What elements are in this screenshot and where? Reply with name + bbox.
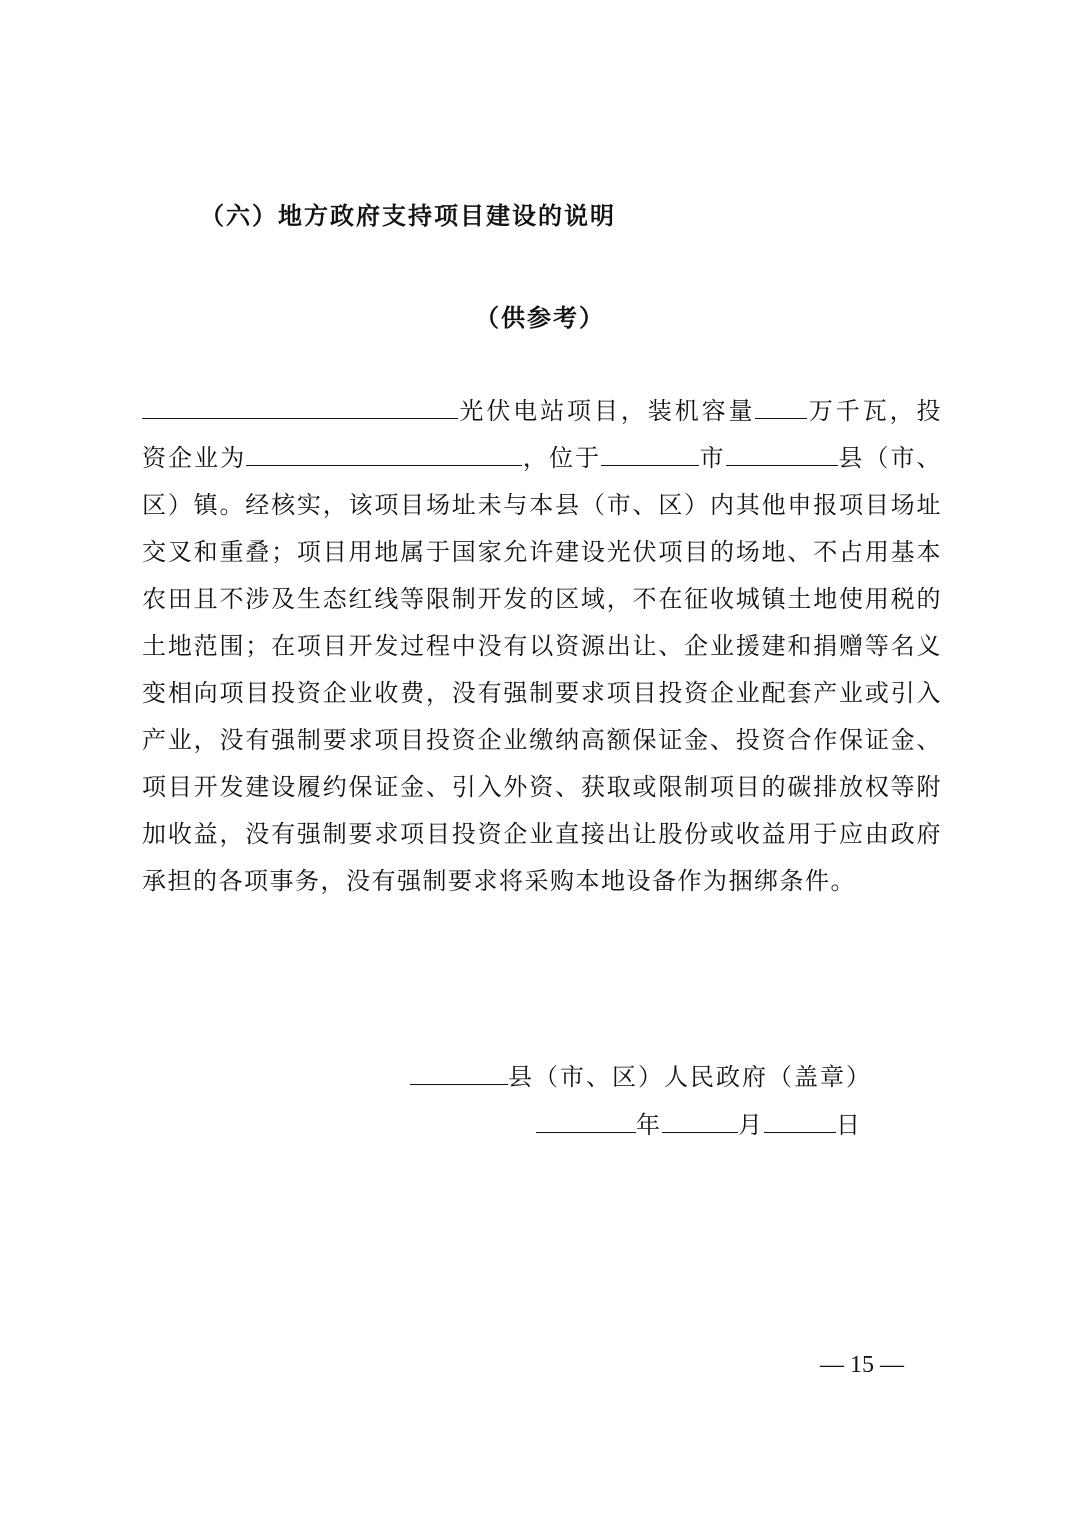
body-paragraph [142,388,942,905]
issuer-text: 县（市、区）人民政府（盖章） [508,1063,872,1091]
day-label: 日 [836,1111,862,1139]
subtitle: （供参考） [475,303,605,332]
paragraph-text: 县（市、区）镇。经核实，该项目场址未与本县（市、区）内其他申报项目场址交叉和重叠；项目用地属于国家允许建设光伏项目的场地、不占用基本农田且不涉及生态红线等限制开发的区域，不在征收城镇土地使用税的土地范围；在项目开发过程中没有以资源出让、企业援建和捐赠等名义变相向项目投资企业收费，没有强制要求项目投资企业配套产业或引入产业，没有强制要求项目投资企业缴纳高额保证金、投资合作保证金、项目开发建设履约保证金、引入外资、获取或限制项目的碳排放权等附加收益，没有强制要求项目投资企业直接出让股份或收益用于应由政府承担的各项事务，没有强制要求将采购本地设备作为捆绑条件。 [142,444,943,895]
day-blank [764,1106,836,1133]
date-line [536,1105,862,1140]
capacity-blank [755,392,807,419]
month-label: 月 [738,1111,764,1139]
section-title: （六）地方政府支持项目建设的说明 [200,201,616,230]
company-blank [246,439,522,466]
city-blank [601,439,699,466]
county-name-blank [410,1058,508,1085]
project-name-blank [142,392,458,419]
county-blank [726,439,838,466]
year-blank [536,1106,636,1133]
paragraph-text: ，位于 [522,444,602,472]
year-label: 年 [636,1111,662,1139]
paragraph-text: 万千瓦，投资企业为 [142,397,943,472]
paragraph-text: 市 [699,444,726,472]
issuer-line [410,1057,872,1092]
month-blank [662,1106,738,1133]
paragraph-text: 光伏电站项目，装机容量 [458,397,756,425]
page-number: — 15 — [820,1352,904,1378]
